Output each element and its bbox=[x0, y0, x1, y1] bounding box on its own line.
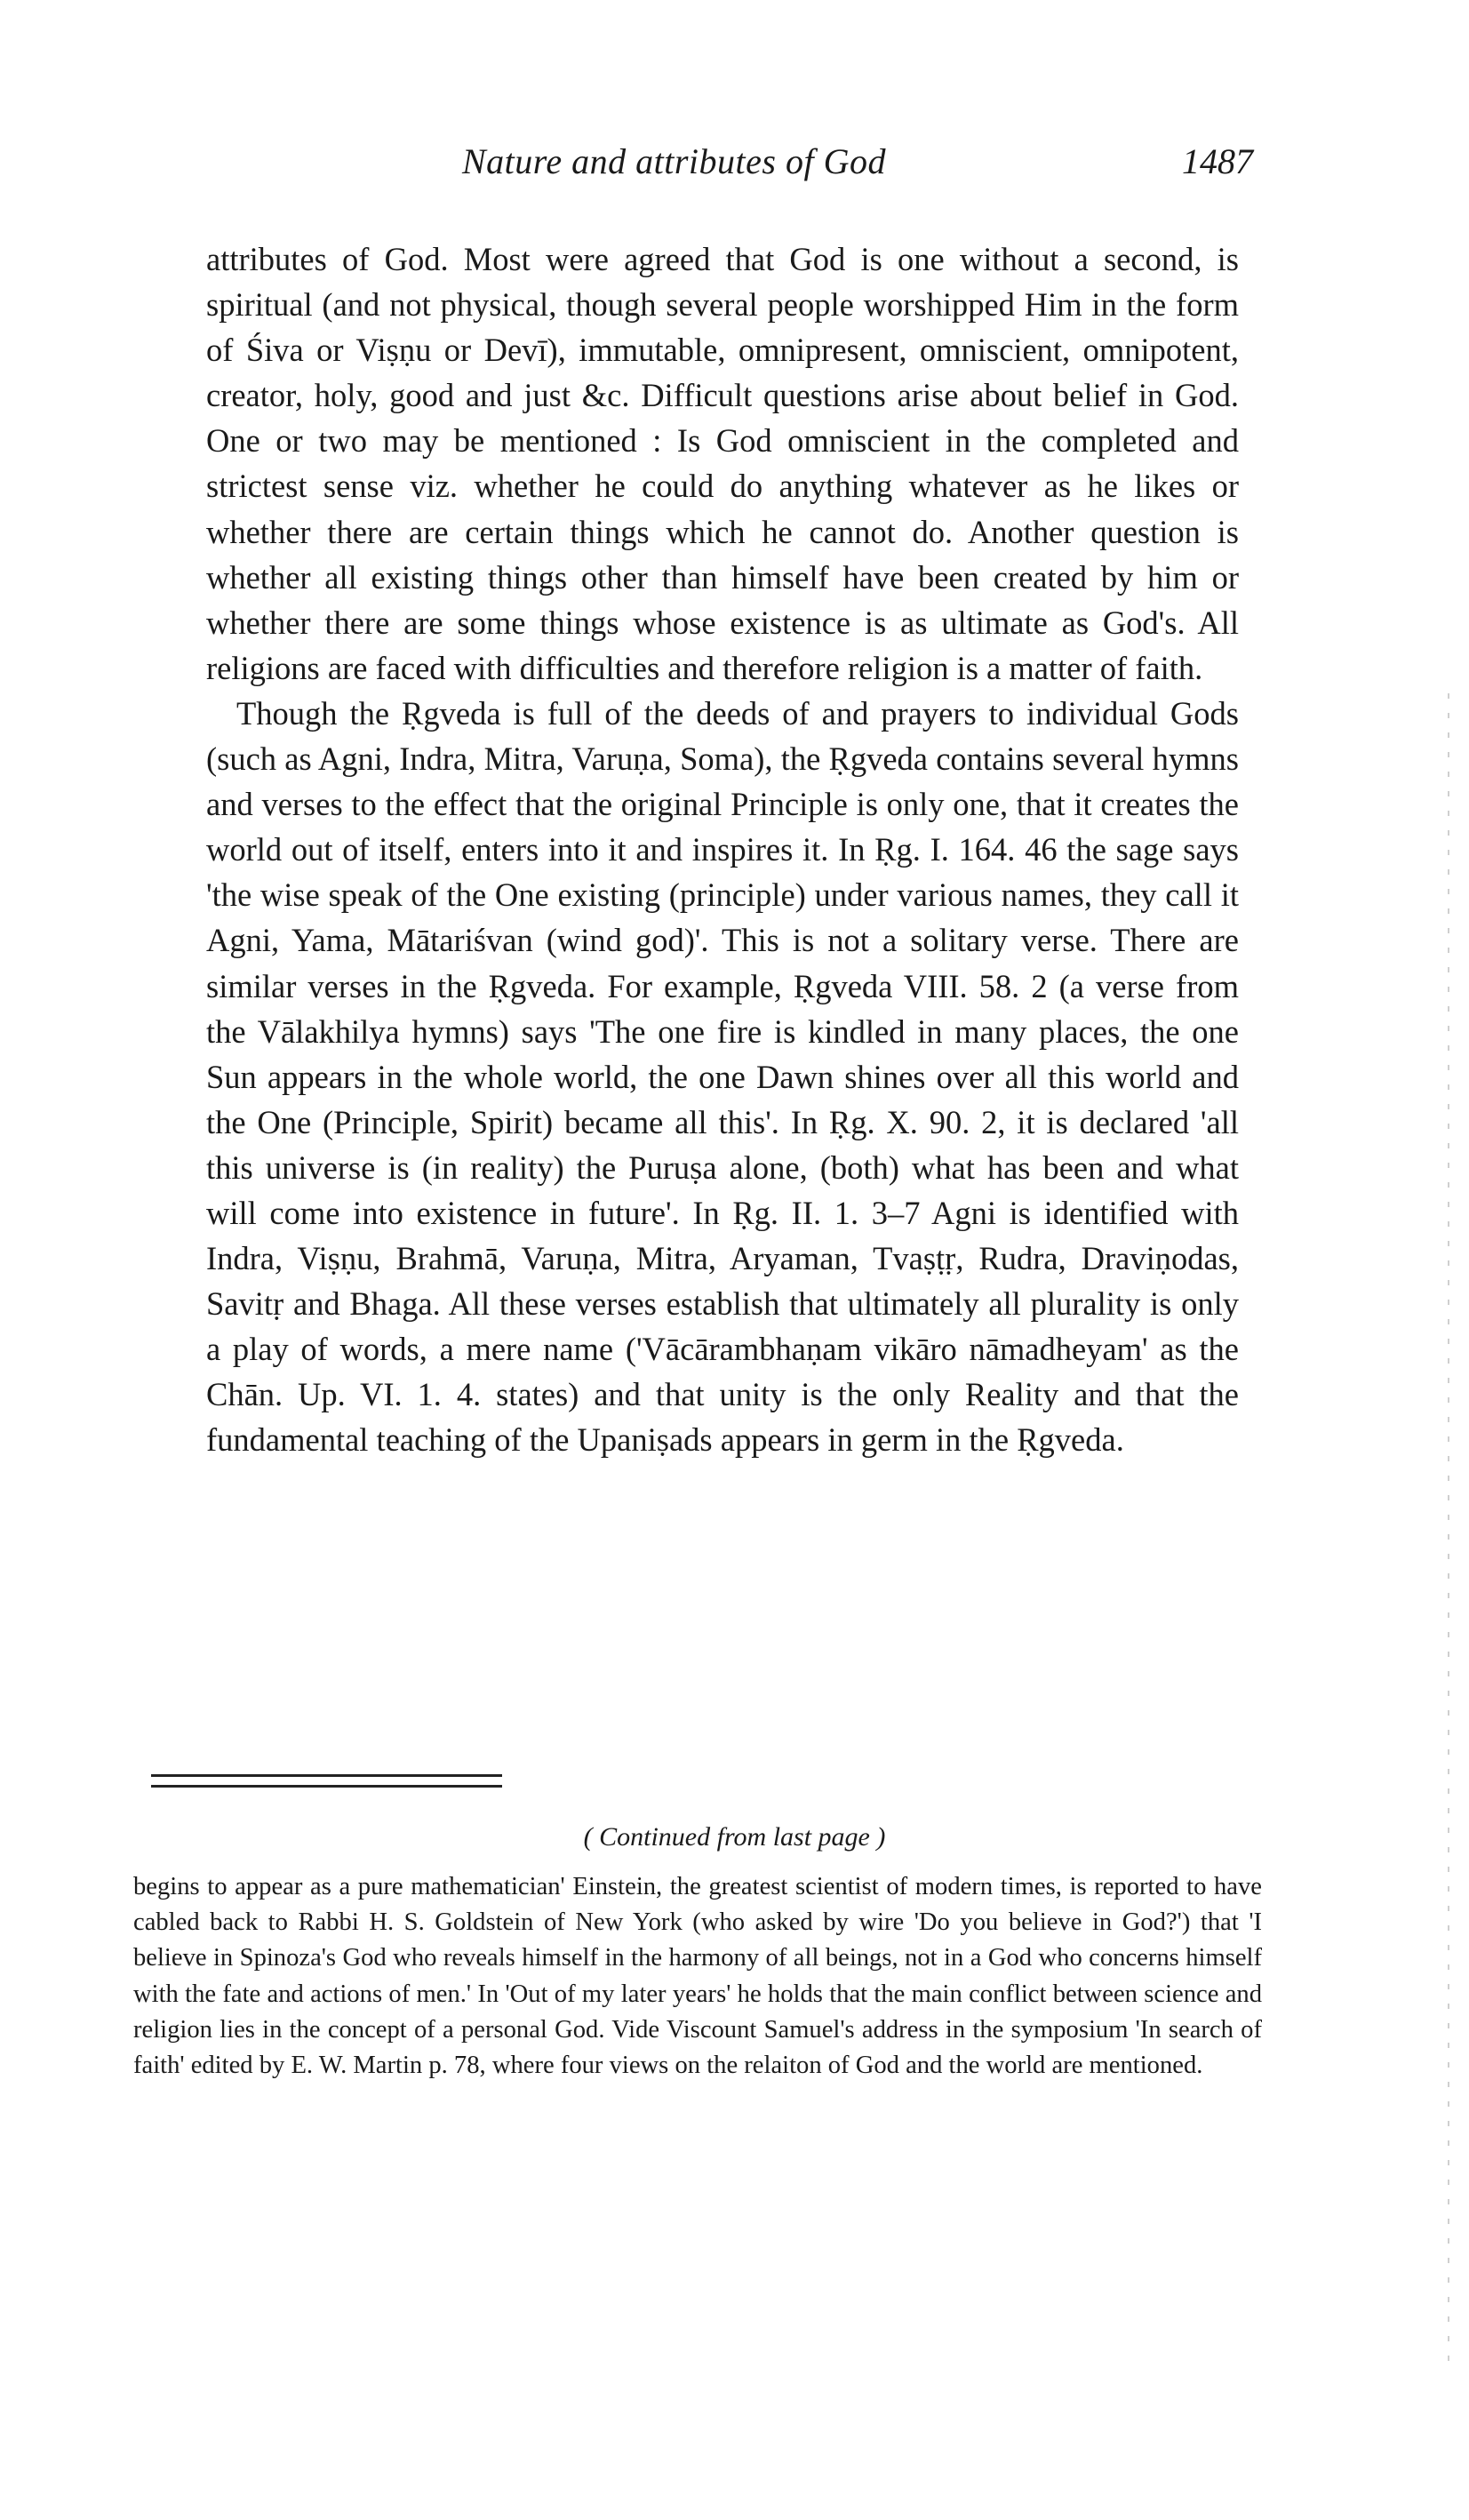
footnote-separator bbox=[151, 1774, 502, 1796]
scan-margin-artifact bbox=[1448, 693, 1449, 2364]
separator-rule-top bbox=[151, 1774, 502, 1777]
footnote bbox=[133, 1869, 1262, 2084]
running-title: Nature and attributes of God bbox=[462, 141, 886, 181]
page-number: 1487 bbox=[1182, 141, 1253, 181]
footnote-heading: ( Continued from last page ) bbox=[583, 1822, 886, 1852]
main-text bbox=[206, 236, 1239, 1463]
running-head bbox=[444, 140, 1253, 194]
paragraph-1: attributes of God. Most were agreed that God is one without a second, is spiritual (and not physical, though several people worshipped Him in the form of Śiva or Viṣṇu or Devī), immutable, omnipresent, omniscient, omnipotent, creator, holy, good and just &c. Difficult questions arise about belief in God. One or two may be mentioned : Is God omniscient in the completed and strictest sense viz. whether he could do anything whatever as he likes or whether there are certain things which he cannot do. Another question is whether all existing things other than himself have been created by him or whether there are some things whose existence is as ultimate as God's. All religions are faced with difficulties and therefore religion is a matter of faith. bbox=[206, 241, 1239, 686]
paragraph-2: Though the Ṛgveda is full of the deeds of and prayers to individual Gods (such as Agni, Indra, Mitra, Varuṇa, Soma), the Ṛgveda contains several hymns and verses to the effect that the original Principle is only one, that it creates the world out of itself, enters into it and inspires it. In Ṛg. I. 164. 46 the sage says 'the wise speak of the One existing (principle) under various names, they call it Agni, Yama, Mātariśvan (wind god)'. This is not a solitary verse. There are similar verses in the Ṛgveda. For example, Ṛgveda VIII. 58. 2 (a verse from the Vālakhilya hymns) says 'The one fire is kindled in many places, the one Sun appears in the whole world, the one Dawn shines over all this world and the One (Principle, Spirit) became all this'. In Ṛg. X. 90. 2, it is declared 'all this universe is (in reality) the Puruṣa alone, (both) what has been and what will come into existence in future'. In Ṛg. II. 1. 3–7 Agni is identified with Indra, Viṣṇu, Brahmā, Varuṇa, Mitra, Aryaman, Tvaṣṭṛ, Rudra, Draviṇodas, Savitṛ and Bhaga. All these verses establish that ultimately all plurality is only a play of words, a mere name ('Vācārambhaṇam vikāro nāmadheyam' as the Chān. Up. VI. 1. 4. states) and that unity is the only Reality and that the fundamental teaching of the Upaniṣads appears in germ in the Ṛgveda. bbox=[206, 694, 1239, 1459]
separator-rule-bottom bbox=[151, 1785, 502, 1788]
footnote-paragraph: begins to appear as a pure mathematician' Einstein, the greatest scientist of modern times, is reported to have cabled back to Rabbi H. S. Goldstein of New York (who asked by wire 'Do you believe in God?') that 'I believe in Spinoza's God who reveals himself in the harmony of all beings, not in a God who concerns himself with the fate and actions of men.' In 'Out of my later years' he holds that the main conflict between science and religion lies in the concept of a personal God. Vide Viscount Samuel's address in the symposium 'In search of faith' edited by E. W. Martin p. 78, where four views on the relaiton of God and the world are mentioned. bbox=[133, 1873, 1262, 2080]
